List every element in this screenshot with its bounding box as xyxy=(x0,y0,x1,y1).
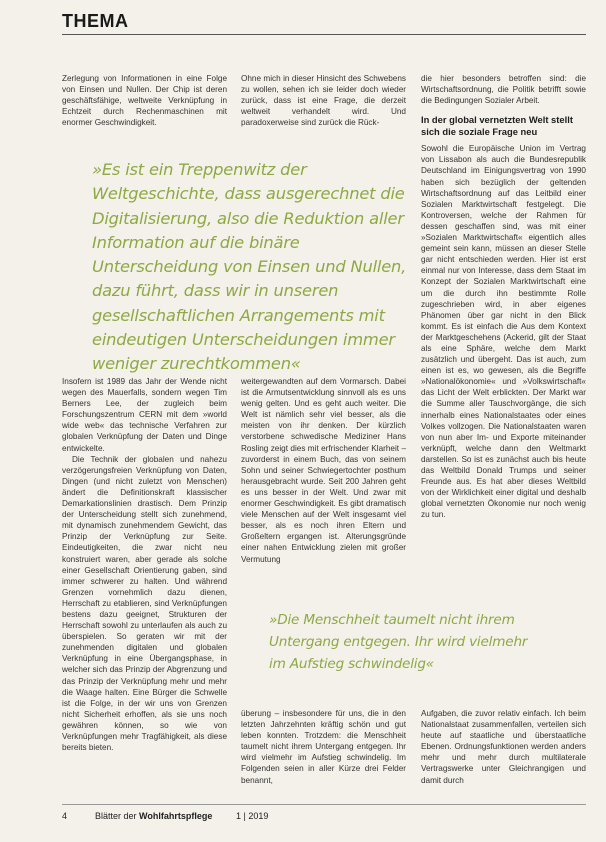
footer-rule xyxy=(62,804,586,805)
pull-quote-2: »Die Menschheit taumelt nicht ihrem Untergang entgegen. Ihr wird vielmehr im Aufstieg schwindelig« xyxy=(269,612,528,672)
page-number: 4 xyxy=(62,811,68,821)
journal-name-bold: Wohlfahrtspflege xyxy=(139,811,213,821)
pull-quote-1: »Es ist ein Treppenwitz der Weltgeschichte, dass ausgerechnet die Digitalisierung, also die Reduktion aller Information auf die binäre Unterscheidung von Einsen und Nullen, dazu führt, dass wir in unseren gesellschaftlichen Arrangements mit eindeutigen Unterscheidungen immer weniger zurechtkommen« xyxy=(92,160,407,374)
journal-name xyxy=(95,811,212,821)
paragraph: weitergewandten auf dem Vormarsch. Dabei ist die Armutsentwicklung sinnvoll als es uns wenig gelten. Und es geht auch weiter. Die Welt ist nämlich sehr viel besser, als die meisten von ihr denken. Der kürzlich verstorbene schwedische Mediziner Hans Rosling zeigt dies mit erfrischender Klarheit – zuvorderst in einem Buch, das von seinem Sohn und seiner Schwiegertochter posthum herausgebracht wurde. Seit 200 Jahren geht es uns besser in der Welt. Und zwar mit enormer Geschwindigkeit. Es gibt dramatisch viele Menschen auf der Welt insgesamt viel besser, als es noch ihren Eltern und Großeltern ergangen ist. Alterungsgründe einer nahen Entwicklung zielen mit großer Vermutung xyxy=(241,377,406,564)
top-column-2 xyxy=(241,73,406,128)
journal-prefix: Blätter der xyxy=(95,811,140,821)
page-header-title: THEMA xyxy=(62,11,129,31)
paragraph: die hier besonders betroffen sind: die Wirtschaftsordnung, die Politik betrifft sowie die Bedingungen Sozialer Arbeit. xyxy=(421,74,586,106)
paragraph: Zerlegung von Informationen in eine Folge von Einsen und Nullen. Der Chip ist deren geschäftsfähige, weltweite Verknüpfung in Echtzeit durch Rechenmaschinen mit enormer Geschwindigkeit. xyxy=(62,74,227,128)
paragraph: Die Technik der globalen und nahezu verzögerungsfreien Verknüpfung von Daten, Dingen (und nicht zuletzt von Menschen) ändert die Definitionskraft klassischer Demarkationslinien drastisch. Dem Prinzip der Unterscheidung stellt sich zunehmend, mit dynamisch zunehmendem Gewicht, das Prinzip der Verknüpfung zur Seite. Eindeutigkeiten, die zwar nicht neu konstruiert waren, aber gerade als solche einer Gesellschaft Orientierung gaben, sind immer schwerer zu halten. Und während Grenzen vornehmlich dazu dienen, Herrschaft zu etablieren, sind Verknüpfungen bestens dazu geeignet, Strukturen der Herrschaft sowohl zu unterlaufen als auch zu überspielen. So geraten wir mit der zunehmenden digitalen und globalen Verknüpfung in eine Übergangsphase, in welcher sich das Prinzip der Abgrenzung und das Prinzip der Verknüpfung mehr und mehr die Waage halten. Eine Bürger die Schwelle ist die Folge, in der wir uns von Grenzen nicht Sicherheit erhoffen, als sie uns noch gewähren können, so wie von Verknüpfungen mehr Tragfähigkeit, als diese bereits bieten. xyxy=(62,454,227,753)
middle-column-2 xyxy=(241,376,406,565)
section-heading: In der global vernetzten Welt stellt sich die soziale Frage neu xyxy=(421,114,573,137)
middle-column-1 xyxy=(62,376,227,753)
paragraph: Insofern ist 1989 das Jahr der Wende nicht wegen des Mauerfalls, sondern wegen Tim Berners Lee, der zugleich beim Forschungszentrum CERN mit dem »world wide web« das technische Verfahren zur globalen Verknüpfung der Daten und Dinge entwickelte. xyxy=(62,377,227,453)
paragraph: Ohne mich in dieser Hinsicht des Schwebens zu wollen, sehen ich sie leider doch wieder zurück, dass ist eine Frage, die derzeit weltweit verhandelt wird. Und paradoxerweise sind zurück die Rück- xyxy=(241,74,406,128)
bottom-column-2 xyxy=(241,708,406,786)
issue-number: 1 | 2019 xyxy=(236,811,269,821)
right-column xyxy=(421,73,586,520)
bottom-column-3 xyxy=(421,708,586,786)
top-column-1 xyxy=(62,73,227,128)
paragraph: Aufgaben, die zuvor relativ einfach. Ich beim Nationalstaat zusammenfallen, verteilen sich heute auf staatliche und überstaatliche Ebenen. Ordnungsfunktionen werden anders mehr und mehr durch multilaterale Vertragswerke unter Gleichrangigen und damit durch xyxy=(421,709,586,785)
paragraph: überung – insbesondere für uns, die in den letzten Jahrzehnten kräftig schön und gut leben konnten. Trotzdem: die Menschheit taumelt nicht ihrem Untergang entgegen. Ihr wird vielmehr im Aufstieg schwindelig. Im Folgenden seien in aller Kürze drei Felder benannt, xyxy=(241,709,406,785)
header-rule xyxy=(62,34,586,35)
paragraph: Sowohl die Europäische Union im Vertrag von Lissabon als auch die Bundesrepublik Deutschland im Einigungsvertrag von 1990 haben sich bezüglich der geltenden Wirtschaftsordnung auf das Leitbild einer Sozialen Marktwirtschaft festgelegt. Die Kontroversen, welche der Rahmen für dessen geschaffen sind, was mit einer »Sozialen Marktwirtschaft« eigentlich alles gemeint sein kann, müssen an dieser Stelle gar nicht entschieden werden. Hier ist erst einmal nur von Interesse, dass dem Staat im Konzept der Sozialen Marktwirtschaft eine um die durch ihn bestimmte Rolle zugeschrieben wird, in aber eigenes Phänomen über gar nicht in den Blick kommt. Es ist einfach die Aus dem Kontext der Marktgeschehens (Ackerid, gilt der Staat als eine Sphäre, welche dem Markt zusätzlich und übergeht. Das ist auch, zum einen ist es, wo gewesen, als die Begriffe »Nationalökonomie« und »Volkswirtschaft« das Licht der Welt erblickten. Der Markt war die Summe aller Tauschvorgänge, die sich innerhalb eines Nationalstaates oder eines Volkes vollzogen. Die Nationalstaaten waren von nun aber Im- und Exporte miteinander verknüpft, welche dann den Weltmarkt darstellen. So ist es zunächst auch bis heute das Weltbild Donald Trumps und seiner Freunde aus. Es hat aber dieses Weltbild von der Wirklichkeit einer digital und deshalb global vernetzten Ökonomie nur noch wenig zu tun. xyxy=(421,144,586,520)
